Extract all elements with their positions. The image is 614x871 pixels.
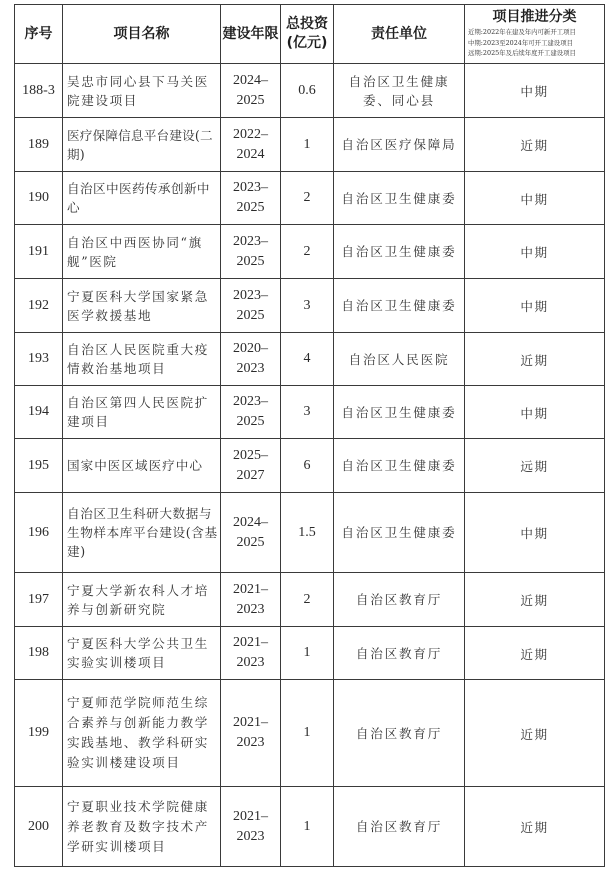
project-name: 宁夏师范学院师范生综合素养与创新能力教学实践基地、教学科研实验实训楼建设项目 <box>63 680 221 787</box>
table-row <box>15 439 605 493</box>
row-no: 195 <box>15 439 63 493</box>
table-row <box>15 493 605 573</box>
classification: 近期 <box>465 118 605 172</box>
responsible-unit: 自治区人民医院 <box>334 333 465 386</box>
construction-period <box>221 118 281 172</box>
table-row <box>15 118 605 172</box>
project-name: 自治区第四人民医院扩建项目 <box>63 386 221 439</box>
table-row <box>15 333 605 386</box>
classification-note-near: 近期:2022年在建及年内可新开工项目 <box>468 28 576 37</box>
year-start: 2023– <box>233 287 268 303</box>
project-name: 宁夏医科大学公共卫生实验实训楼项目 <box>63 627 221 680</box>
year-end: 2025 <box>236 414 265 429</box>
year-start: 2021– <box>233 635 268 650</box>
classification: 中期 <box>465 64 605 118</box>
responsible-unit: 自治区卫生健康委 <box>334 279 465 333</box>
year-start: 2021– <box>233 581 268 597</box>
construction-period <box>221 627 281 680</box>
year-end: 2023 <box>236 655 265 670</box>
project-table <box>14 4 605 867</box>
project-name: 国家中医区域医疗中心 <box>63 439 221 493</box>
responsible-unit: 自治区卫生健康委、同心县 <box>334 64 465 118</box>
row-no: 188-3 <box>15 64 63 118</box>
construction-period <box>221 333 281 386</box>
year-start: 2020– <box>233 341 268 356</box>
table-row <box>15 64 605 118</box>
document-page <box>14 4 604 867</box>
table-row <box>15 279 605 333</box>
project-name: 自治区中医药传承创新中心 <box>63 172 221 225</box>
investment: 6 <box>281 439 334 493</box>
row-no: 191 <box>15 225 63 279</box>
row-no: 193 <box>15 333 63 386</box>
year-start: 2021– <box>233 808 268 824</box>
year-start: 2022– <box>233 126 268 142</box>
classification: 中期 <box>465 225 605 279</box>
header-investment-unit: (亿元) <box>286 35 328 51</box>
investment: 1 <box>281 627 334 680</box>
header-name: 项目名称 <box>63 5 221 64</box>
row-no: 198 <box>15 627 63 680</box>
year-end: 2023 <box>236 828 265 844</box>
row-no: 196 <box>15 493 63 573</box>
project-name: 吴忠市同心县下马关医院建设项目 <box>63 64 221 118</box>
year-end: 2023 <box>236 735 265 750</box>
investment: 4 <box>281 333 334 386</box>
year-start: 2024– <box>233 72 268 88</box>
table-row <box>15 680 605 787</box>
responsible-unit: 自治区卫生健康委 <box>334 172 465 225</box>
responsible-unit: 自治区教育厅 <box>334 787 465 867</box>
investment: 1 <box>281 787 334 867</box>
investment: 2 <box>281 225 334 279</box>
construction-period <box>221 680 281 787</box>
classification: 远期 <box>465 439 605 493</box>
header-classification <box>465 5 605 64</box>
row-no: 199 <box>15 680 63 787</box>
project-name: 自治区卫生科研大数据与生物样本库平台建设(含基建) <box>63 493 221 573</box>
year-end: 2025 <box>236 92 265 108</box>
year-start: 2024– <box>233 514 268 530</box>
responsible-unit: 自治区卫生健康委 <box>334 493 465 573</box>
table-header-row <box>15 5 605 64</box>
table-row <box>15 172 605 225</box>
investment: 0.6 <box>281 64 334 118</box>
year-end: 2025 <box>236 200 265 215</box>
construction-period <box>221 386 281 439</box>
investment: 1 <box>281 118 334 172</box>
year-end: 2025 <box>236 534 265 550</box>
year-start: 2025– <box>233 447 268 463</box>
project-name: 宁夏医科大学国家紧急医学救援基地 <box>63 279 221 333</box>
classification: 近期 <box>465 680 605 787</box>
classification: 近期 <box>465 573 605 627</box>
investment: 3 <box>281 279 334 333</box>
construction-period <box>221 172 281 225</box>
responsible-unit: 自治区教育厅 <box>334 627 465 680</box>
investment: 1 <box>281 680 334 787</box>
investment: 2 <box>281 573 334 627</box>
row-no: 192 <box>15 279 63 333</box>
project-name: 宁夏职业技术学院健康养老教育及数字技术产学研实训楼项目 <box>63 787 221 867</box>
classification: 中期 <box>465 386 605 439</box>
classification: 中期 <box>465 172 605 225</box>
table-row <box>15 627 605 680</box>
table-row <box>15 787 605 867</box>
classification-note-far: 远期:2025年及后续年度开工建设项目 <box>468 49 576 58</box>
responsible-unit: 自治区卫生健康委 <box>334 439 465 493</box>
project-name: 宁夏大学新农科人才培养与创新研究院 <box>63 573 221 627</box>
year-start: 2021– <box>233 715 268 730</box>
construction-period <box>221 493 281 573</box>
year-end: 2025 <box>236 253 265 269</box>
header-classification-title: 项目推进分类 <box>492 9 577 26</box>
responsible-unit: 自治区医疗保障局 <box>334 118 465 172</box>
responsible-unit: 自治区教育厅 <box>334 573 465 627</box>
year-end: 2023 <box>236 601 265 617</box>
construction-period <box>221 279 281 333</box>
construction-period <box>221 439 281 493</box>
project-name: 医疗保障信息平台建设(二期) <box>63 118 221 172</box>
header-unit: 责任单位 <box>334 5 465 64</box>
classification: 近期 <box>465 627 605 680</box>
construction-period <box>221 573 281 627</box>
investment: 1.5 <box>281 493 334 573</box>
classification: 中期 <box>465 493 605 573</box>
table-row <box>15 573 605 627</box>
classification: 中期 <box>465 279 605 333</box>
year-start: 2023– <box>233 180 268 195</box>
header-no: 序号 <box>15 5 63 64</box>
construction-period <box>221 225 281 279</box>
project-name: 自治区人民医院重大疫情救治基地项目 <box>63 333 221 386</box>
responsible-unit: 自治区教育厅 <box>334 680 465 787</box>
year-end: 2025 <box>236 307 265 323</box>
classification-note-mid: 中期:2023至2024年可开工建设项目 <box>468 38 573 47</box>
row-no: 200 <box>15 787 63 867</box>
construction-period <box>221 64 281 118</box>
responsible-unit: 自治区卫生健康委 <box>334 225 465 279</box>
year-end: 2024 <box>236 146 265 162</box>
header-investment <box>281 5 334 64</box>
classification: 近期 <box>465 333 605 386</box>
header-investment-label: 总投资 <box>286 16 328 32</box>
header-years: 建设年限 <box>221 5 281 64</box>
row-no: 190 <box>15 172 63 225</box>
row-no: 197 <box>15 573 63 627</box>
project-name: 自治区中西医协同“旗舰”医院 <box>63 225 221 279</box>
table-row <box>15 386 605 439</box>
classification: 近期 <box>465 787 605 867</box>
year-start: 2023– <box>233 233 268 249</box>
responsible-unit: 自治区卫生健康委 <box>334 386 465 439</box>
year-end: 2023 <box>236 361 265 376</box>
construction-period <box>221 787 281 867</box>
investment: 3 <box>281 386 334 439</box>
row-no: 189 <box>15 118 63 172</box>
investment: 2 <box>281 172 334 225</box>
row-no: 194 <box>15 386 63 439</box>
year-start: 2023– <box>233 394 268 409</box>
year-end: 2027 <box>236 467 265 483</box>
table-row <box>15 225 605 279</box>
